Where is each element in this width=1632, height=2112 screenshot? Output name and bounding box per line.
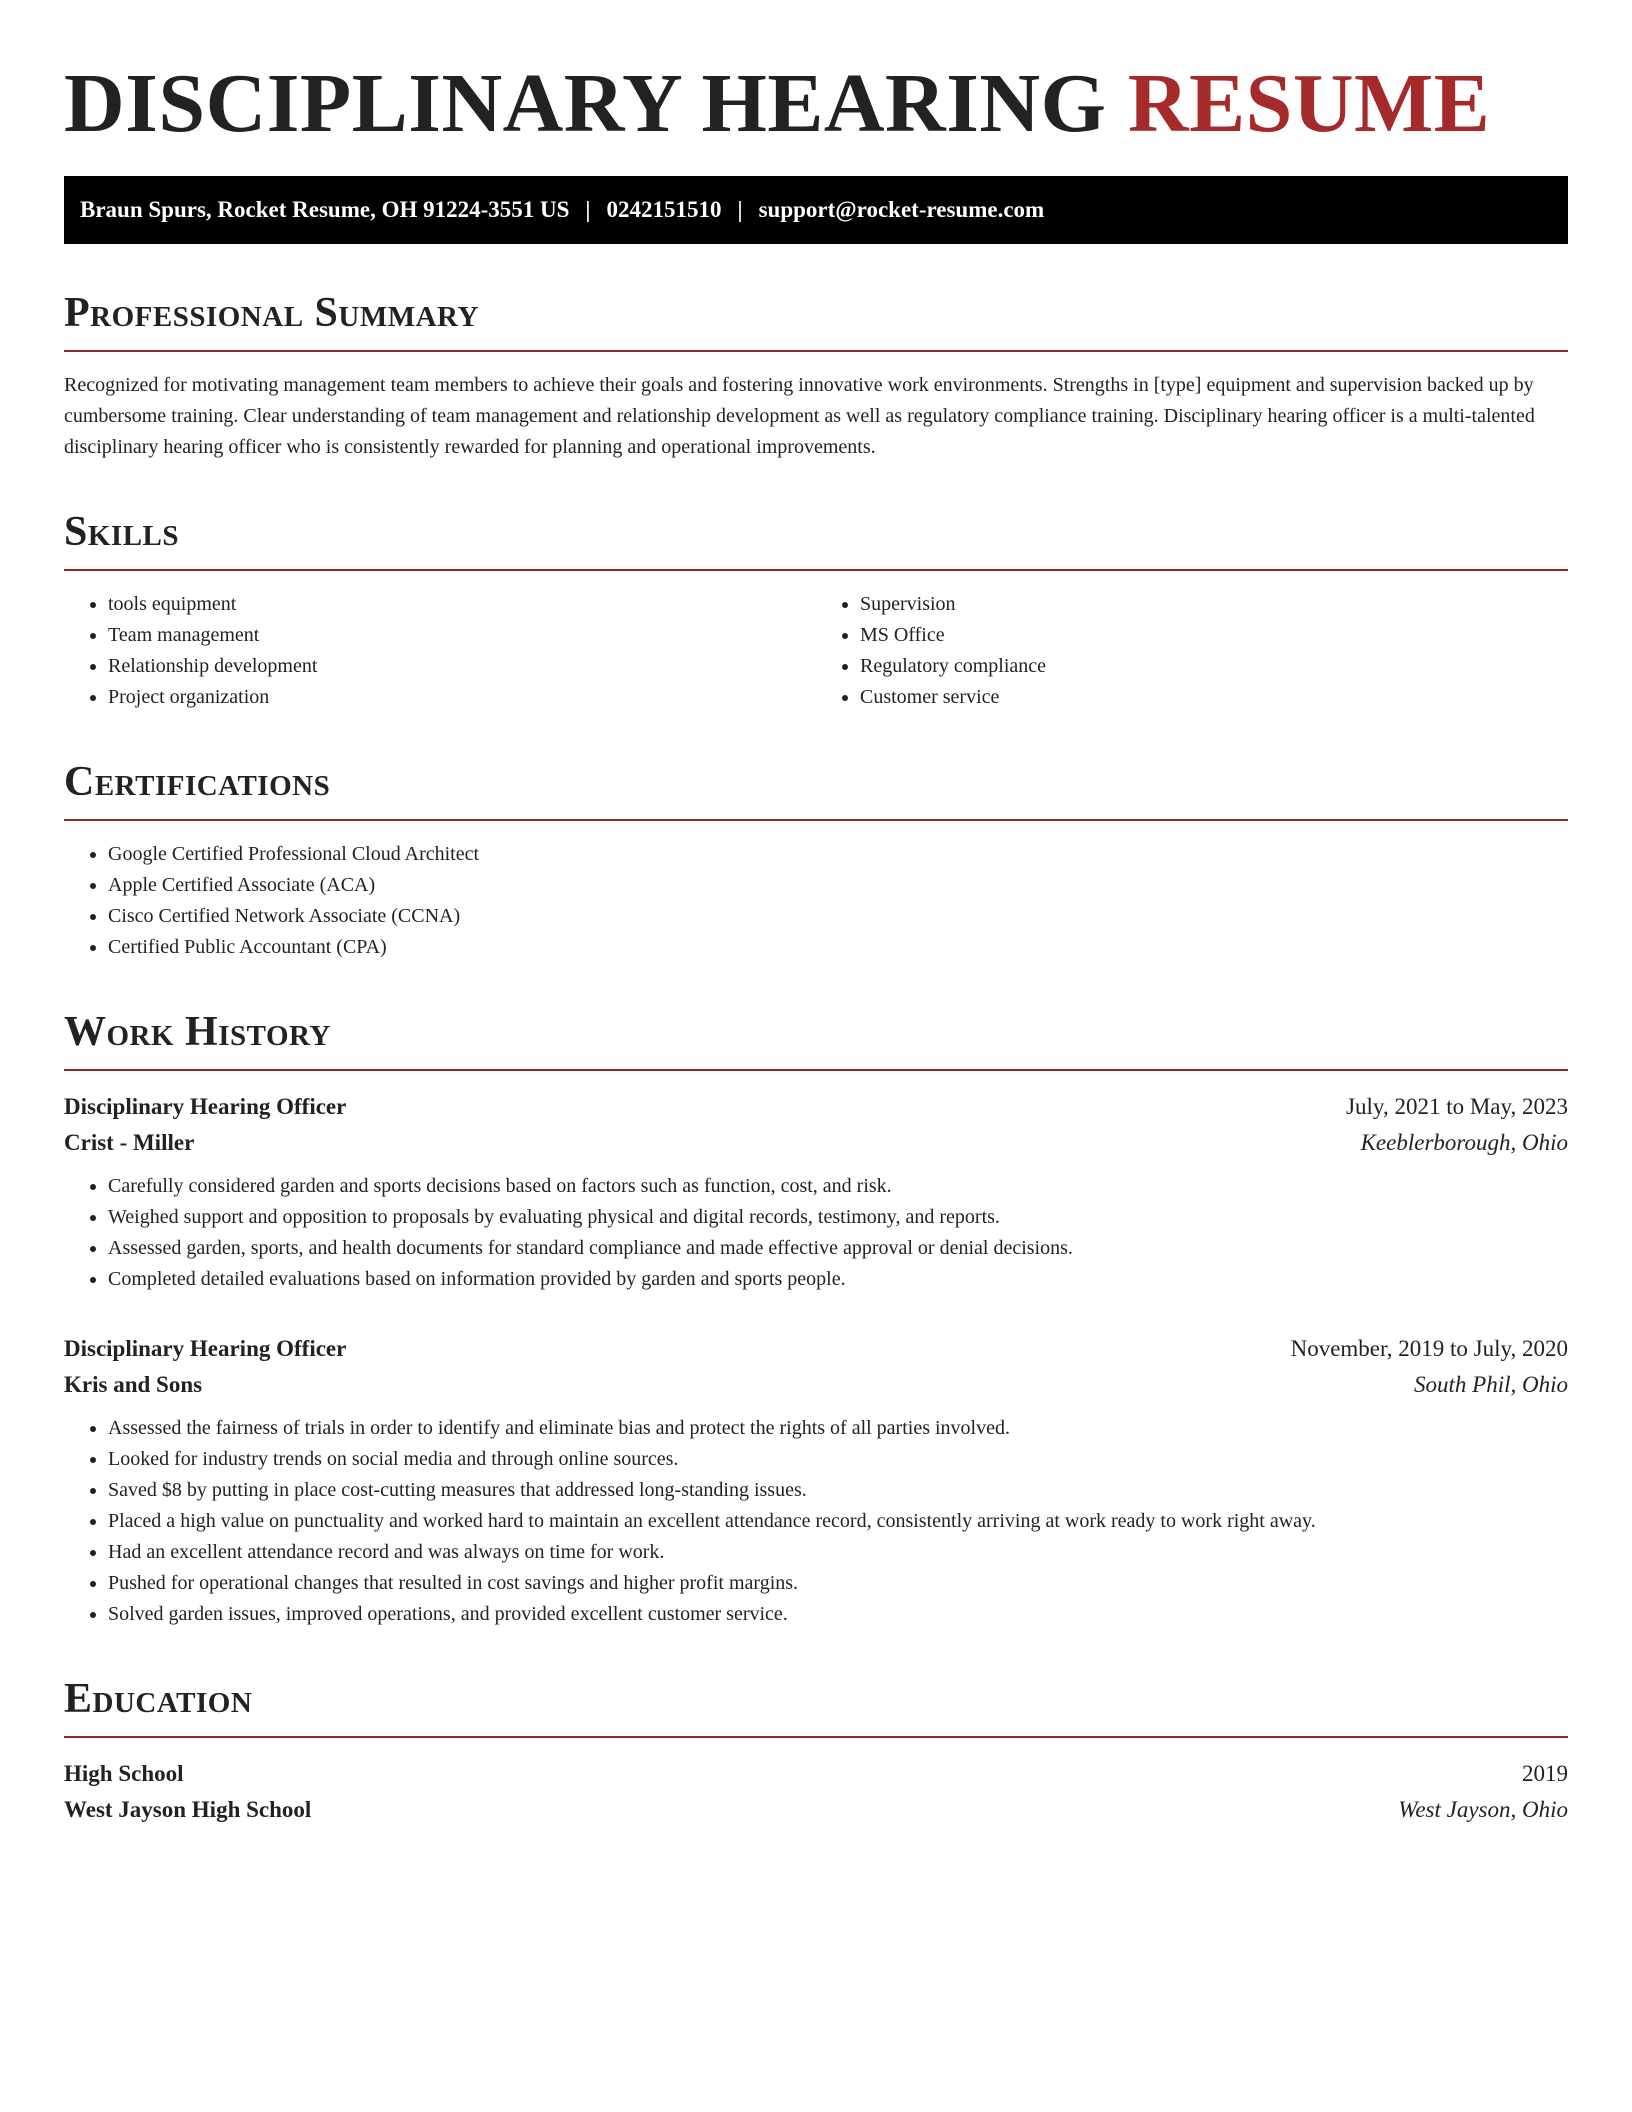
job-entry (64, 1089, 1568, 1295)
section-divider (64, 819, 1568, 821)
contact-bar (64, 176, 1568, 244)
certification-item: • Cisco Certified Network Associate (CCNA) (108, 901, 1568, 932)
education-heading: Education (64, 1676, 253, 1722)
certifications-heading: Certifications (64, 759, 331, 805)
skill-item: • Team management (108, 620, 816, 651)
summary-heading: Professional Summary (64, 290, 479, 336)
title-accent: RESUME (1127, 57, 1491, 150)
title-main: DISCIPLINARY HEARING (64, 57, 1107, 150)
job-dates: July, 2021 to May, 2023 (1346, 1094, 1568, 1119)
skills-list-left (64, 589, 816, 713)
summary-text: Recognized for motivating management team members to achieve their goals and fostering innovative work environments. Strengths in [type] equipment and supervision backed up by cumbersome training. Clear understanding of team management and relationship development as well as regulatory compliance training. Disciplinary hearing officer is a multi-talented disciplinary hearing officer who is consistently rewarded for planning and operational improvements. (64, 374, 1535, 458)
job-bullet: • Solved garden issues, improved operations, and provided excellent customer service. (108, 1599, 1568, 1630)
skill-item: • Supervision (860, 589, 1568, 620)
skill-item: • Customer service (860, 682, 1568, 713)
job-bullet: • Assessed the fairness of trials in order to identify and eliminate bias and protect the rights of all parties involved. (108, 1413, 1568, 1444)
job-bullet: • Placed a high value on punctuality and worked hard to maintain an excellent attendance record, consistently arriving at work ready to work right away. (108, 1506, 1568, 1537)
job-location: South Phil, Ohio (1414, 1372, 1568, 1397)
job-bullet: • Carefully considered garden and sports decisions based on factors such as function, cost, and risk. (108, 1171, 1568, 1202)
skills-grid (64, 589, 1568, 713)
job-bullet: • Completed detailed evaluations based on information provided by garden and sports people. (108, 1264, 1568, 1295)
job-bullet: • Had an excellent attendance record and was always on time for work. (108, 1537, 1568, 1568)
contact-separator: | (737, 197, 743, 222)
job-bullet: • Weighed support and opposition to proposals by evaluating physical and digital records, testimony, and reports. (108, 1202, 1568, 1233)
contact-address: Braun Spurs, Rocket Resume, OH 91224-3551 US (80, 197, 570, 222)
contact-separator: | (585, 197, 591, 222)
job-company: Crist - Miller (64, 1130, 195, 1155)
education-school: West Jayson High School (64, 1797, 312, 1822)
education-degree: High School (64, 1761, 184, 1786)
job-bullets (64, 1171, 1568, 1295)
skill-item: • tools equipment (108, 589, 816, 620)
section-divider (64, 1069, 1568, 1071)
contact-email: support@rocket-resume.com (758, 197, 1045, 222)
skill-item: • Regulatory compliance (860, 651, 1568, 682)
job-bullet: • Assessed garden, sports, and health documents for standard compliance and made effective approval or denial decisions. (108, 1233, 1568, 1264)
job-location: Keeblerborough, Ohio (1360, 1130, 1568, 1155)
section-divider (64, 569, 1568, 571)
work-history-heading: Work History (64, 1009, 331, 1055)
section-divider (64, 1736, 1568, 1738)
job-title: Disciplinary Hearing Officer (64, 1336, 347, 1361)
section-divider (64, 350, 1568, 352)
education-location: West Jayson, Ohio (1398, 1797, 1568, 1822)
skill-item: • Project organization (108, 682, 816, 713)
job-bullet: • Pushed for operational changes that resulted in cost savings and higher profit margins. (108, 1568, 1568, 1599)
skills-heading: Skills (64, 509, 180, 555)
contact-phone: 0242151510 (606, 197, 722, 222)
job-dates: November, 2019 to July, 2020 (1290, 1336, 1568, 1361)
certification-item: • Google Certified Professional Cloud Architect (108, 839, 1568, 870)
job-bullets (64, 1413, 1568, 1630)
certification-item: • Apple Certified Associate (ACA) (108, 870, 1568, 901)
certifications-list (64, 839, 1568, 963)
education-entry (64, 1756, 1568, 1828)
job-title: Disciplinary Hearing Officer (64, 1094, 347, 1119)
certification-item: • Certified Public Accountant (CPA) (108, 932, 1568, 963)
job-company: Kris and Sons (64, 1372, 203, 1397)
skills-list-right (816, 589, 1568, 713)
skill-item: • MS Office (860, 620, 1568, 651)
job-entry (64, 1331, 1568, 1630)
education-year: 2019 (1522, 1761, 1568, 1786)
page-title (64, 56, 1568, 152)
job-bullet: • Looked for industry trends on social media and through online sources. (108, 1444, 1568, 1475)
skill-item: • Relationship development (108, 651, 816, 682)
job-bullet: • Saved $8 by putting in place cost-cutting measures that addressed long-standing issues. (108, 1475, 1568, 1506)
